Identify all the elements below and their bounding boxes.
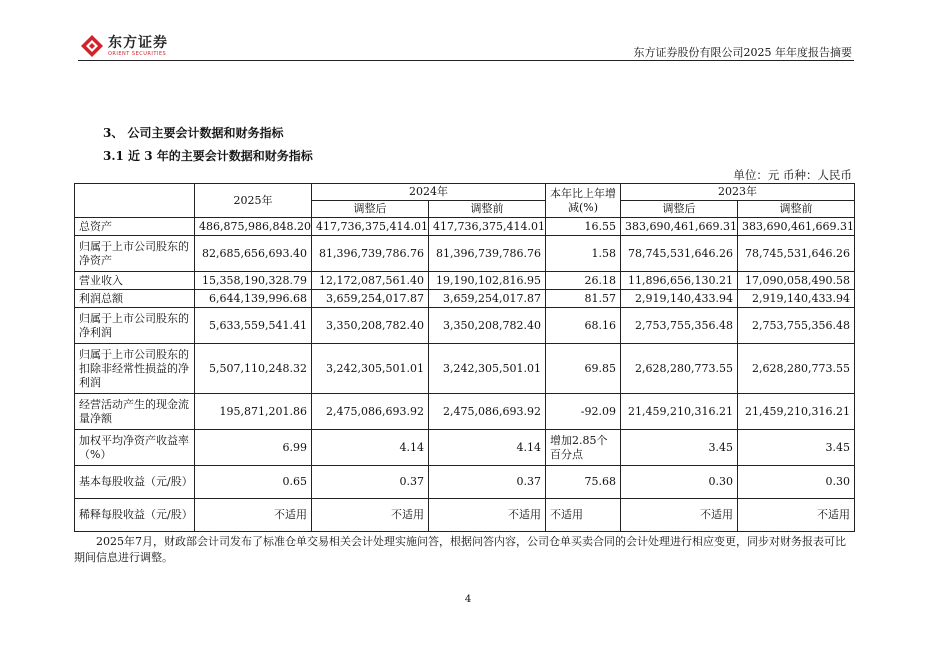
cell-chg: 不适用 <box>546 499 621 532</box>
cell-v2024a: 12,172,087,561.40 <box>312 272 429 290</box>
cell-v2024a: 不适用 <box>312 499 429 532</box>
row-label: 基本每股收益（元/股） <box>75 466 195 499</box>
header-label-cell <box>75 184 195 218</box>
cell-chg: 26.18 <box>546 272 621 290</box>
table-row <box>75 290 855 308</box>
cell-v2023b: 0.30 <box>738 466 855 499</box>
table-row <box>75 394 855 430</box>
row-label: 经营活动产生的现金流量净额 <box>75 394 195 430</box>
cell-v2023b: 17,090,058,490.58 <box>738 272 855 290</box>
cell-v2024a: 4.14 <box>312 430 429 466</box>
cell-chg: 1.58 <box>546 236 621 272</box>
cell-v2023a: 3.45 <box>621 430 738 466</box>
table-row <box>75 272 855 290</box>
cell-v2023a: 11,896,656,130.21 <box>621 272 738 290</box>
cell-chg: 81.57 <box>546 290 621 308</box>
row-label: 利润总额 <box>75 290 195 308</box>
cell-v2024a: 81,396,739,786.76 <box>312 236 429 272</box>
cell-v2023a: 2,753,755,356.48 <box>621 308 738 344</box>
cell-chg: -92.09 <box>546 394 621 430</box>
cell-v2023b: 3.45 <box>738 430 855 466</box>
cell-v2023b: 2,753,755,356.48 <box>738 308 855 344</box>
cell-v2023a: 21,459,210,316.21 <box>621 394 738 430</box>
header-change: 本年比上年增减(%) <box>546 184 621 218</box>
row-label: 归属于上市公司股东的净利润 <box>75 308 195 344</box>
section-heading: 3、 公司主要会计数据和财务指标 <box>103 126 284 140</box>
cell-chg: 75.68 <box>546 466 621 499</box>
cell-v2023a: 78,745,531,646.26 <box>621 236 738 272</box>
header-2024-before: 调整前 <box>429 201 546 218</box>
cell-v2024a: 417,736,375,414.01 <box>312 218 429 236</box>
cell-v2025: 15,358,190,328.79 <box>195 272 312 290</box>
row-label: 总资产 <box>75 218 195 236</box>
header-2023: 2023年 <box>621 184 855 201</box>
cell-v2023b: 2,919,140,433.94 <box>738 290 855 308</box>
cell-v2023b: 383,690,461,669.31 <box>738 218 855 236</box>
cell-chg: 69.85 <box>546 344 621 394</box>
cell-v2024a: 3,242,305,501.01 <box>312 344 429 394</box>
cell-v2023a: 383,690,461,669.31 <box>621 218 738 236</box>
cell-v2025: 82,685,656,693.40 <box>195 236 312 272</box>
cell-v2024b: 4.14 <box>429 430 546 466</box>
row-label: 稀释每股收益（元/股） <box>75 499 195 532</box>
row-label: 加权平均净资产收益率（%） <box>75 430 195 466</box>
cell-v2025: 5,633,559,541.41 <box>195 308 312 344</box>
cell-v2025: 195,871,201.86 <box>195 394 312 430</box>
cell-v2024b: 0.37 <box>429 466 546 499</box>
section-subheading: 3.1 近 3 年的主要会计数据和财务指标 <box>103 149 313 163</box>
cell-v2024b: 3,659,254,017.87 <box>429 290 546 308</box>
cell-v2023a: 2,628,280,773.55 <box>621 344 738 394</box>
cell-v2024a: 0.37 <box>312 466 429 499</box>
cell-v2025: 5,507,110,248.32 <box>195 344 312 394</box>
cell-v2024b: 19,190,102,816.95 <box>429 272 546 290</box>
header-2024: 2024年 <box>312 184 546 201</box>
cell-v2023b: 2,628,280,773.55 <box>738 344 855 394</box>
cell-v2023a: 0.30 <box>621 466 738 499</box>
cell-chg: 增加2.85个百分点 <box>546 430 621 466</box>
unit-note: 单位：元 币种：人民币 <box>733 168 852 182</box>
cell-v2024b: 417,736,375,414.01 <box>429 218 546 236</box>
cell-v2024b: 3,350,208,782.40 <box>429 308 546 344</box>
cell-v2025: 不适用 <box>195 499 312 532</box>
company-logo <box>80 34 168 58</box>
cell-v2023b: 不适用 <box>738 499 855 532</box>
table-row <box>75 308 855 344</box>
cell-v2023b: 78,745,531,646.26 <box>738 236 855 272</box>
table-row <box>75 218 855 236</box>
header-divider <box>78 60 854 61</box>
footnote: 2025年7月，财政部会计司发布了标准仓单交易相关会计处理实施问答，根据问答内容，公司仓单买卖合同的会计处理进行相应变更，同步对财务报表可比期间信息进行调整。 <box>74 535 846 564</box>
cell-v2023b: 21,459,210,316.21 <box>738 394 855 430</box>
table-header-row <box>75 184 855 201</box>
cell-v2025: 6.99 <box>195 430 312 466</box>
table-row <box>75 236 855 272</box>
logo-name: 东方证券 <box>108 35 168 51</box>
table-row <box>75 430 855 466</box>
row-label: 归属于上市公司股东的净资产 <box>75 236 195 272</box>
cell-v2025: 0.65 <box>195 466 312 499</box>
cell-chg: 68.16 <box>546 308 621 344</box>
cell-v2023a: 2,919,140,433.94 <box>621 290 738 308</box>
header-2023-before: 调整前 <box>738 201 855 218</box>
cell-v2024a: 3,350,208,782.40 <box>312 308 429 344</box>
cell-v2024b: 2,475,086,693.92 <box>429 394 546 430</box>
cell-v2024a: 3,659,254,017.87 <box>312 290 429 308</box>
report-title: 东方证券股份有限公司2025 年年度报告摘要 <box>633 46 852 59</box>
cell-v2025: 486,875,986,848.20 <box>195 218 312 236</box>
cell-v2024b: 81,396,739,786.76 <box>429 236 546 272</box>
cell-v2024b: 3,242,305,501.01 <box>429 344 546 394</box>
page-number: 4 <box>464 594 472 605</box>
row-label: 营业收入 <box>75 272 195 290</box>
financial-table <box>74 183 855 532</box>
orient-diamond-icon <box>80 34 104 58</box>
logo-english: ORIENT SECURITIES <box>108 51 167 57</box>
header-2025: 2025年 <box>195 184 312 218</box>
header-2023-after: 调整后 <box>621 201 738 218</box>
table-row <box>75 466 855 499</box>
cell-v2025: 6,644,139,996.68 <box>195 290 312 308</box>
row-label: 归属于上市公司股东的扣除非经常性损益的净利润 <box>75 344 195 394</box>
cell-v2024a: 2,475,086,693.92 <box>312 394 429 430</box>
table-row <box>75 499 855 532</box>
header-2024-after: 调整后 <box>312 201 429 218</box>
cell-chg: 16.55 <box>546 218 621 236</box>
table-row <box>75 344 855 394</box>
cell-v2023a: 不适用 <box>621 499 738 532</box>
cell-v2024b: 不适用 <box>429 499 546 532</box>
